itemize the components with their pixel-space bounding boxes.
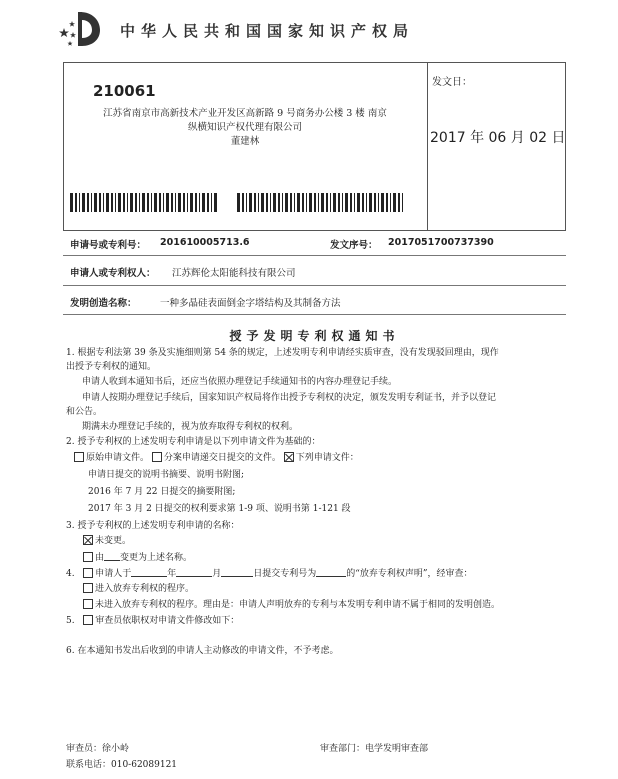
name-changed-row [83, 550, 192, 565]
barcode-right [237, 193, 407, 212]
abandon-proc-checkbox[interactable] [83, 583, 93, 593]
year-label: 年 [167, 569, 177, 579]
divisional-docs-label: 分案申请递交日提交的文件。 [163, 453, 281, 463]
office-name: 中华人民共和国国家知识产权局 [120, 22, 415, 40]
applicant-value: 江苏辉伦太阳能科技有限公司 [172, 268, 296, 279]
applicant-label: 申请人或专利权人： [70, 268, 156, 279]
para-1a: 1. 根据专利法第 39 条及实施细则第 54 条的规定，上述发明专利申请经实质审查，没有发现驳回理由，现作 [66, 348, 499, 358]
name-changed-from: 由 [95, 553, 105, 563]
postcode: 210061 [93, 82, 156, 100]
address-line-2: 纵横知识产权代理有限公司 [187, 122, 302, 133]
blank-field [221, 566, 253, 577]
not-abandon-label: 未进入放弃专利权的程序。理由是：申请人声明放弃的专利与本发明专利申请不属于相同的发明创造。 [95, 600, 501, 610]
blank-field [104, 550, 120, 561]
para-5 [66, 614, 239, 628]
para-1d: 申请人按期办理登记手续后，国家知识产权局将作出授予专利权的决定，颁发发明专利证书，并予以登记 [82, 393, 497, 403]
recipient-name: 董建林 [230, 136, 260, 147]
original-docs-label: 原始申请文件。 [86, 453, 150, 463]
waiver-text-c: 的“放弃专利权声明”，经审查： [346, 569, 473, 579]
following-docs-label: 下列申请文件： [295, 453, 359, 463]
examiner-amend-label: 审查员依职权对申请文件修改如下： [95, 616, 240, 626]
notice-title: 授予发明专利权通知书 [229, 329, 400, 343]
doc-item-1: 申请日提交的说明书摘要、说明书附图; [88, 470, 245, 480]
waiver-checkbox[interactable] [83, 568, 93, 578]
box-divider [427, 62, 428, 231]
para-4 [66, 566, 472, 581]
name-unchanged-checkbox[interactable] [83, 535, 93, 545]
not-abandon-row [83, 598, 500, 612]
para-2: 2. 授予专利权的上述发明专利申请是以下列申请文件为基础的： [66, 437, 321, 447]
name-changed-to: 变更为上述名称。 [120, 553, 193, 563]
blank-field [176, 566, 212, 577]
waiver-text-a: 申请人于 [95, 569, 132, 579]
mailing-address [65, 107, 425, 149]
following-docs-checkbox[interactable] [284, 452, 294, 462]
original-docs-checkbox[interactable] [74, 452, 84, 462]
waiver-text-b: 日提交专利号为 [253, 569, 317, 579]
para-6: 6. 在本通知书发出后收到的申请人主动修改的申请文件，不予考虑。 [66, 646, 339, 656]
exam-department: 审查部门：电学发明审查部 [320, 744, 429, 754]
para-3: 3. 授予专利权的上述发明专利申请的名称： [66, 521, 240, 531]
blank-field [316, 566, 346, 577]
doc-item-2: 2016 年 7 月 22 日提交的摘要附图; [88, 487, 236, 497]
basis-options [74, 451, 359, 465]
contact-phone: 联系电话：010-62089121 [66, 760, 178, 770]
divider [63, 314, 566, 315]
name-unchanged-row [83, 534, 131, 548]
para-1f: 期满未办理登记手续的，视为放弃取得专利权的权利。 [82, 422, 299, 432]
para-1b: 出授予专利权的通知。 [66, 362, 157, 372]
serial-label: 发文序号： [330, 240, 378, 251]
examiner-amend-checkbox[interactable] [83, 615, 93, 625]
abandon-proc-row [83, 582, 194, 596]
invention-label: 发明创造名称： [70, 298, 137, 309]
para-1e: 和公告。 [66, 407, 103, 417]
not-abandon-checkbox[interactable] [83, 599, 93, 609]
doc-item-3: 2017 年 3 月 2 日提交的权利要求第 1-9 项、说明书第 1-121 段 [88, 504, 351, 514]
app-no-value: 201610005713.6 [160, 237, 250, 248]
blank-field [131, 566, 167, 577]
examiner-name: 审查员：徐小岭 [66, 744, 130, 754]
barcode-left [70, 193, 220, 212]
para-1c: 申请人收到本通知书后，还应当依照办理登记手续通知书的内容办理登记手续。 [82, 377, 398, 387]
para-4-number: 4. [66, 569, 75, 579]
divider [63, 285, 566, 286]
month-label: 月 [212, 569, 222, 579]
name-changed-checkbox[interactable] [83, 552, 93, 562]
name-unchanged-label: 未变更。 [95, 536, 132, 546]
issue-date-label: 发文日： [432, 77, 472, 88]
issue-date-value: 2017 年 06 月 02 日 [430, 130, 566, 146]
abandon-proc-label: 进入放弃专利权的程序。 [95, 584, 195, 594]
cnipa-logo-icon [58, 8, 104, 48]
divisional-docs-checkbox[interactable] [152, 452, 162, 462]
divider [63, 255, 566, 256]
para-5-number: 5. [66, 616, 75, 626]
address-line-1: 江苏省南京市高新技术产业开发区高新路 9 号商务办公楼 3 楼 南京 [103, 108, 387, 119]
app-no-label: 申请号或专利号： [70, 240, 147, 251]
invention-value: 一种多晶硅表面倒金字塔结构及其制备方法 [160, 298, 341, 309]
serial-value: 2017051700737390 [388, 237, 494, 248]
